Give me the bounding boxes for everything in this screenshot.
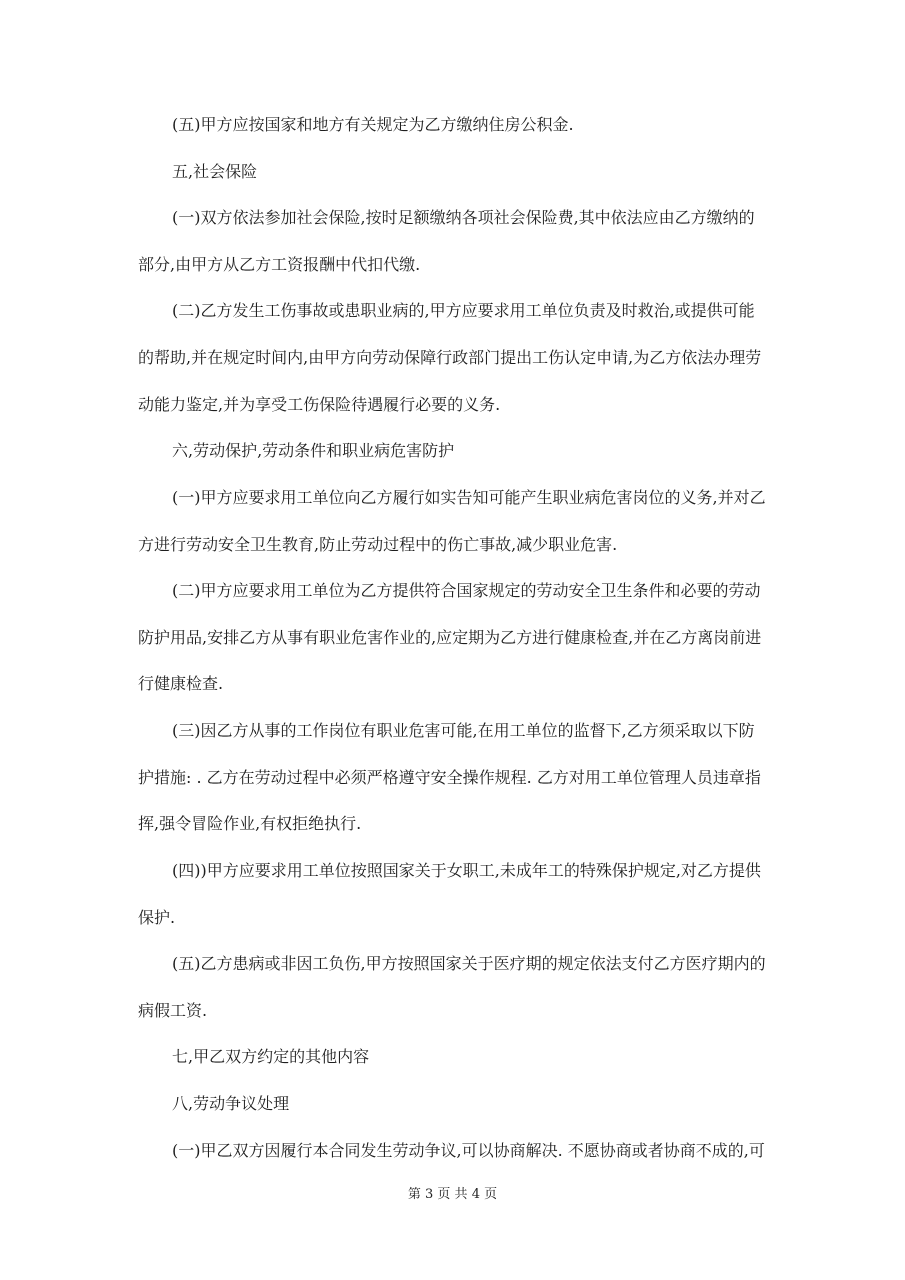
section-heading: 八,劳动争议处理: [172, 1094, 290, 1113]
text-line: (一)甲方应要求用工单位向乙方履行如实告知可能产生职业病危害岗位的义务,并对乙: [172, 488, 766, 507]
text-line: (二)甲方应要求用工单位为乙方提供符合国家规定的劳动安全卫生条件和必要的劳动: [172, 581, 761, 600]
page-number: 第 3 页 共 4 页: [407, 1187, 498, 1202]
text-line: (三)因乙方从事的工作岗位有职业危害可能,在用工单位的监督下,乙方须采取以下防: [172, 721, 755, 740]
text-line: 方进行劳动安全卫生教育,防止劳动过程中的伤亡事故,减少职业危害.: [138, 535, 618, 554]
text-line: 动能力鉴定,并为享受工伤保险待遇履行必要的义务.: [138, 395, 501, 414]
section-heading: 五,社会保险: [172, 162, 258, 181]
text-line: 保护.: [138, 908, 176, 927]
section-heading: 六,劳动保护,劳动条件和职业病危害防护: [172, 441, 455, 460]
text-line: (一)甲乙双方因履行本合同发生劳动争议,可以协商解决. 不愿协商或者协商不成的,可: [172, 1141, 765, 1160]
text-line: 挥,强令冒险作业,有权拒绝执行.: [138, 814, 362, 833]
text-line: 防护用品,安排乙方从事有职业危害作业的,应定期为乙方进行健康检查,并在乙方离岗前进: [138, 628, 762, 647]
text-line: (五)甲方应按国家和地方有关规定为乙方缴纳住房公积金.: [172, 115, 574, 134]
text-line: (二)乙方发生工伤事故或患职业病的,甲方应要求用工单位负责及时救治,或提供可能: [172, 301, 755, 320]
text-line: (四))甲方应要求用工单位按照国家关于女职工,未成年工的特殊保护规定,对乙方提供: [172, 861, 761, 880]
text-line: 行健康检查.: [138, 674, 224, 693]
text-line: 部分,由甲方从乙方工资报酬中代扣代缴.: [138, 255, 421, 274]
text-line: (一)双方依法参加社会保险,按时足额缴纳各项社会保险费,其中依法应由乙方缴纳的: [172, 208, 755, 227]
text-line: (五)乙方患病或非因工负伤,甲方按照国家关于医疗期的规定依法支付乙方医疗期内的: [172, 954, 766, 973]
text-line: 病假工资.: [138, 1001, 208, 1020]
section-heading: 七,甲乙双方约定的其他内容: [172, 1047, 370, 1066]
text-line: 护措施: . 乙方在劳动过程中必须严格遵守安全操作规程. 乙方对用工单位管理人员违章指: [138, 768, 761, 787]
text-line: 的帮助,并在规定时间内,由甲方向劳动保障行政部门提出工伤认定申请,为乙方依法办理劳: [138, 348, 762, 367]
